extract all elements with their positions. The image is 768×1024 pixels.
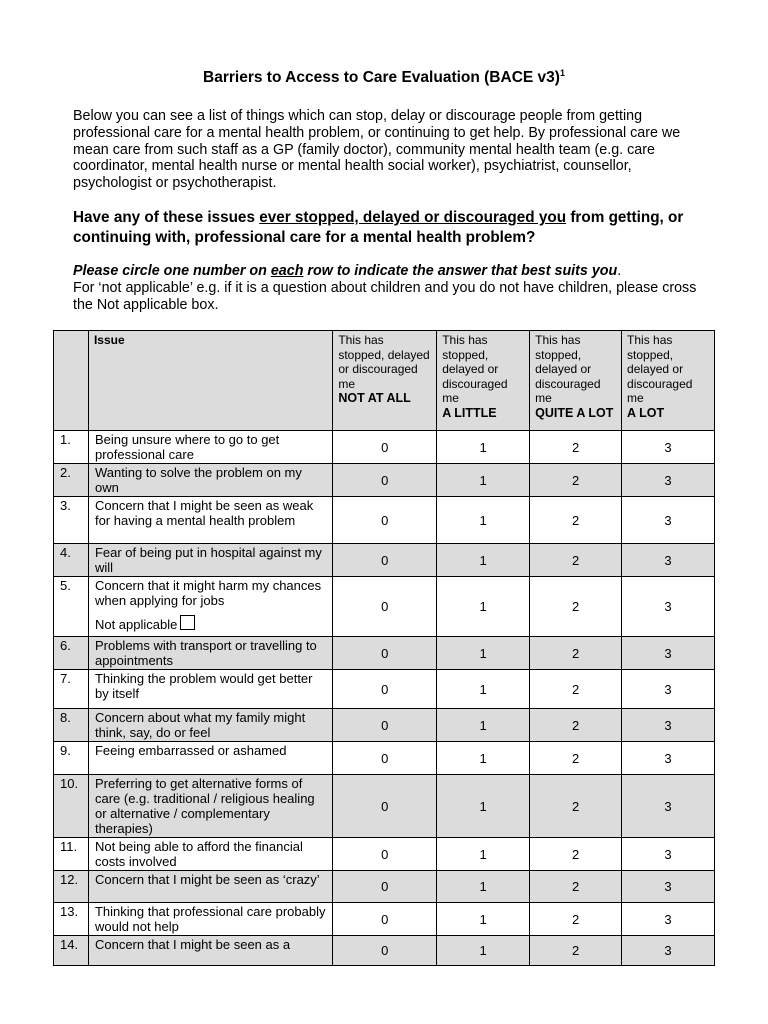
row-number: 12. [54, 871, 89, 903]
score-option[interactable]: 2 [530, 838, 622, 871]
issue-text: Thinking the problem would get better by itself [94, 671, 313, 701]
row-number: 1. [54, 431, 89, 464]
score-option[interactable]: 3 [622, 709, 715, 742]
score-option[interactable]: 1 [437, 775, 530, 838]
table-row [54, 742, 715, 775]
issue-header: Issue [88, 331, 332, 431]
row-number: 10. [54, 775, 89, 838]
table-row [54, 838, 715, 871]
score-option[interactable]: 1 [437, 577, 530, 637]
page-title: Barriers to Access to Care Evaluation (BACE v3)$^1$ [203, 68, 565, 87]
issue-cell [88, 775, 332, 838]
row-number: 13. [54, 903, 89, 936]
score-option[interactable]: 0 [333, 464, 437, 497]
column-header-text: This has stopped, delayed or discouraged me [338, 333, 430, 391]
not-applicable-checkbox[interactable] [180, 615, 195, 630]
not-applicable [95, 615, 326, 632]
column-header [622, 331, 715, 431]
score-option[interactable]: 2 [530, 431, 622, 464]
table-row [54, 903, 715, 936]
column-header [437, 331, 530, 431]
issue-cell [88, 544, 332, 577]
score-option[interactable]: 2 [530, 709, 622, 742]
score-option[interactable]: 0 [333, 544, 437, 577]
score-option[interactable]: 2 [530, 903, 622, 936]
score-option[interactable]: 3 [622, 742, 715, 775]
table-row [54, 544, 715, 577]
row-number: 9. [54, 742, 89, 775]
not-applicable-label: Not applicable [94, 617, 178, 632]
table-row [54, 670, 715, 709]
row-number: 3. [54, 497, 89, 544]
score-option[interactable]: 1 [437, 871, 530, 903]
score-option[interactable]: 0 [333, 838, 437, 871]
score-option[interactable]: 2 [530, 544, 622, 577]
score-option[interactable]: 1 [437, 464, 530, 497]
table-row [54, 577, 715, 637]
row-number: 4. [54, 544, 89, 577]
table-row [54, 775, 715, 838]
issue-cell [88, 577, 332, 637]
column-header-label: A LITTLE [442, 405, 497, 420]
score-option[interactable]: 1 [437, 936, 530, 966]
row-number: 8. [54, 709, 89, 742]
score-option[interactable]: 3 [622, 670, 715, 709]
issue-cell [88, 431, 332, 464]
score-option[interactable]: 3 [622, 497, 715, 544]
column-header-text: This has stopped, delayed or discouraged me [535, 333, 601, 405]
questionnaire-table [53, 330, 715, 966]
score-option[interactable]: 3 [622, 577, 715, 637]
score-option[interactable]: 3 [622, 637, 715, 670]
table-row [54, 871, 715, 903]
score-option[interactable]: 1 [437, 838, 530, 871]
score-option[interactable]: 3 [622, 464, 715, 497]
issue-text: Concern that I might be seen as a [94, 937, 291, 952]
score-option[interactable]: 1 [437, 497, 530, 544]
issue-text: Concern about what my family might think, say, do or feel [94, 710, 306, 740]
column-header-text: This has stopped, delayed or discouraged me [442, 333, 508, 405]
row-number: 2. [54, 464, 89, 497]
row-number: 14. [54, 936, 89, 966]
score-option[interactable]: 3 [622, 544, 715, 577]
score-option[interactable]: 0 [333, 709, 437, 742]
score-option[interactable]: 0 [333, 936, 437, 966]
score-option[interactable]: 0 [333, 871, 437, 903]
table-row [54, 464, 715, 497]
score-option[interactable]: 3 [622, 936, 715, 966]
score-option[interactable]: 0 [333, 431, 437, 464]
score-option[interactable]: 1 [437, 670, 530, 709]
main-question: Have any of these issues ever stopped, delayed or discouraged you from getting, or continuing with, professional care for a mental health problem? [73, 209, 684, 246]
score-option[interactable]: 0 [333, 903, 437, 936]
issue-text: Concern that I might be seen as ‘crazy’ [94, 872, 320, 887]
score-option[interactable]: 0 [333, 670, 437, 709]
score-option[interactable]: 0 [333, 742, 437, 775]
issue-cell [88, 670, 332, 709]
intro-paragraph: Below you can see a list of things which can stop, delay or discourage people from getting professional care for a mental health problem, or continuing to get help. By professional care we mean care from such staff as a GP (family doctor), community mental health team (e.g. care coordinator, mental health nurse or mental health social worker), psychiatrist, counsellor, psychologist or psychotherapist. [73, 108, 681, 192]
score-option[interactable]: 2 [530, 936, 622, 966]
score-option[interactable]: 1 [437, 742, 530, 775]
score-option[interactable]: 3 [622, 775, 715, 838]
column-header [530, 331, 622, 431]
score-option[interactable]: 0 [333, 637, 437, 670]
score-option[interactable]: 0 [333, 497, 437, 544]
column-header-label: A LOT [627, 405, 665, 420]
issue-cell [88, 464, 332, 497]
issue-cell [88, 871, 332, 903]
issue-cell [88, 936, 332, 966]
issue-text: Fear of being put in hospital against my will [94, 545, 322, 575]
issue-cell [88, 497, 332, 544]
score-option[interactable]: 3 [622, 903, 715, 936]
table-row [54, 709, 715, 742]
row-number: 5. [54, 577, 89, 637]
score-option[interactable]: 2 [530, 577, 622, 637]
score-option[interactable]: 1 [437, 903, 530, 936]
score-option[interactable]: 3 [622, 431, 715, 464]
issue-text: Problems with transport or travelling to appointments [94, 638, 317, 668]
table-row [54, 936, 715, 966]
score-option[interactable]: 2 [530, 670, 622, 709]
column-header-label: QUITE A LOT [535, 405, 614, 420]
score-option[interactable]: 2 [530, 871, 622, 903]
table-row [54, 431, 715, 464]
score-option[interactable]: 2 [530, 497, 622, 544]
issue-cell [88, 838, 332, 871]
issue-text: Concern that I might be seen as weak for having a mental health problem [94, 498, 314, 528]
row-number: 6. [54, 637, 89, 670]
issue-cell [88, 709, 332, 742]
score-option[interactable]: 0 [333, 577, 437, 637]
issue-text: Feeing embarrassed or ashamed [94, 743, 287, 758]
row-number: 7. [54, 670, 89, 709]
table-row [54, 637, 715, 670]
score-option[interactable]: 1 [437, 544, 530, 577]
score-option[interactable]: 2 [530, 742, 622, 775]
score-option[interactable]: 2 [530, 775, 622, 838]
score-option[interactable]: 1 [437, 431, 530, 464]
column-header-text: This has stopped, delayed or discouraged me [627, 333, 693, 405]
issue-text: Preferring to get alternative forms of care (e.g. traditional / religious healing or alternative / complementary therapies) [94, 776, 315, 836]
issue-text: Concern that it might harm my chances when applying for jobs [94, 578, 322, 608]
issue-cell [88, 637, 332, 670]
issue-cell [88, 903, 332, 936]
score-option[interactable]: 3 [622, 871, 715, 903]
issue-cell [88, 742, 332, 775]
column-header-label: NOT AT ALL [338, 391, 411, 405]
score-option[interactable]: 2 [530, 464, 622, 497]
issue-text: Wanting to solve the problem on my own [94, 465, 302, 495]
issue-text: Being unsure where to go to get professional care [94, 432, 280, 462]
score-option[interactable]: 1 [437, 709, 530, 742]
instructions: Please circle one number on each row to indicate the answer that best suits you. For ‘not applicable’ e.g. if it is a question about children and you do not have children, please cross the Not applicable box. [73, 263, 697, 313]
table-row [54, 497, 715, 544]
issue-text: Thinking that professional care probably would not help [94, 904, 326, 934]
column-header [333, 331, 437, 431]
score-option[interactable]: 1 [437, 637, 530, 670]
score-option[interactable]: 2 [530, 637, 622, 670]
row-number: 11. [54, 838, 89, 871]
header-row [54, 331, 715, 431]
score-option[interactable]: 0 [333, 775, 437, 838]
issue-text: Not being able to afford the financial costs involved [94, 839, 303, 869]
score-option[interactable]: 3 [622, 838, 715, 871]
